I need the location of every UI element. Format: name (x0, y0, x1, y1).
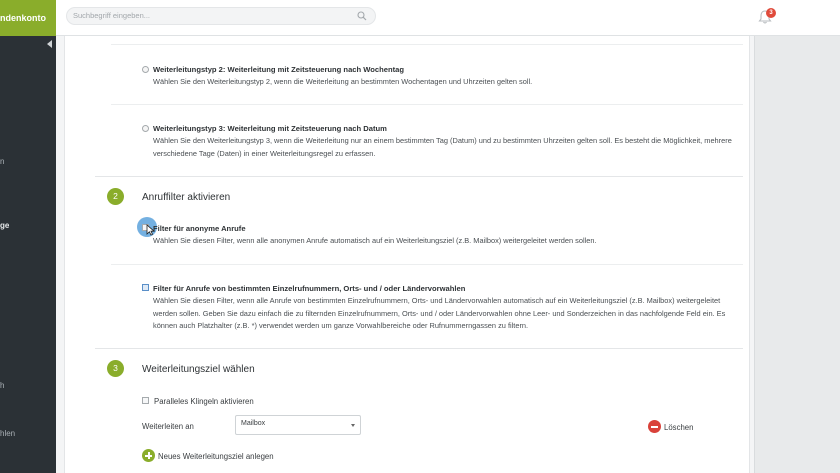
chevron-down-icon (351, 424, 355, 427)
sidebar-item-4[interactable]: hlen (0, 429, 16, 438)
sidebar-item-1[interactable]: n (0, 157, 5, 166)
delete-target-icon[interactable] (648, 420, 661, 433)
filter-anonymous-desc: Wählen Sie diesen Filter, wenn alle anonymen Anrufe automatisch auf ein Weiterleitungsziel (z.B. Mailbox) weitergeleitet werden sollen. (153, 236, 597, 245)
forward-target-select[interactable] (235, 415, 361, 435)
forwarding-rule-card (64, 36, 750, 473)
section-divider (95, 176, 743, 177)
step-2-title: Anruffilter aktivieren (142, 192, 231, 203)
notification-badge: 3 (766, 8, 776, 18)
search-icon[interactable] (357, 11, 367, 21)
step-3-circle: 3 (107, 360, 124, 377)
main-content (56, 36, 754, 473)
parallel-ringing-label: Paralleles Klingeln aktivieren (154, 397, 254, 406)
divider (111, 104, 743, 105)
add-target-icon[interactable] (142, 449, 155, 462)
checkbox-parallel-ringing[interactable] (142, 397, 149, 404)
option-type-2-desc: Wählen Sie den Weiterleitungstyp 2, wenn die Weiterleitung an bestimmten Wochentagen und Uhrzeiten gelten soll. (153, 77, 533, 86)
sidebar-item-2[interactable]: ge (0, 221, 10, 230)
sidebar-item-3[interactable]: h (0, 381, 5, 390)
delete-target-button[interactable]: Löschen (664, 423, 694, 432)
collapse-sidebar-icon[interactable] (47, 40, 52, 48)
option-type-2-title: Weiterleitungstyp 2: Weiterleitung mit Zeitsteuerung nach Wochentag (153, 65, 405, 74)
add-target-button[interactable]: Neues Weiterleitungsziel anlegen (158, 452, 274, 461)
section-divider (95, 348, 743, 349)
checkbox-number-filter[interactable] (142, 284, 149, 291)
filter-numbers-desc: Wählen Sie diesen Filter, wenn alle Anrufe von bestimmten Einzelrufnummern, Orts- und Ländervorwahlen automatisch auf ein Weiterleitungsziel (z.B. Mailbox) weitergeleitet werden sollen. Geben Sie dazu einfach die zu filternden Einzelrufnummern, Orts- und / oder Ländervorwahlen ohne Leer- und Sonderzeichen in das nachfolgende Feld ein. Es können auch Platzhalter (z.B. *) verwendet werden um ganze Vorwahlbereiche oder Rufnummerngassen zu filtern. (153, 296, 726, 330)
divider (111, 44, 743, 45)
filter-numbers-title: Filter für Anrufe von bestimmten Einzelrufnummern, Orts- und / oder Ländervorwahlen (153, 284, 466, 293)
top-bar (56, 0, 840, 36)
radio-type-2[interactable] (142, 66, 149, 73)
search-input[interactable] (73, 11, 353, 20)
sidebar (0, 0, 56, 473)
step-2-circle: 2 (107, 188, 124, 205)
radio-type-3[interactable] (142, 125, 149, 132)
forward-to-label: Weiterleiten an (142, 422, 194, 431)
step-3-title: Weiterleitungsziel wählen (142, 364, 255, 375)
brand-label: ndenkonto (0, 0, 56, 36)
search-box[interactable] (66, 7, 376, 25)
right-panel (754, 36, 840, 473)
divider (111, 264, 743, 265)
forward-target-value: Mailbox (241, 420, 266, 427)
filter-anonymous-title: Filter für anonyme Anrufe (153, 224, 246, 233)
option-type-3-desc: Wählen Sie den Weiterleitungstyp 3, wenn die Weiterleitung nur an einem bestimmten Tag (Datum) und zu bestimmten Uhrzeiten gelten soll. Es besteht die Möglichkeit, mehrere verschiedene Tage (Daten) in einer Weiterleitungsregel zu erfassen. (153, 136, 732, 158)
option-type-3-title: Weiterleitungstyp 3: Weiterleitung mit Zeitsteuerung nach Datum (153, 124, 387, 133)
